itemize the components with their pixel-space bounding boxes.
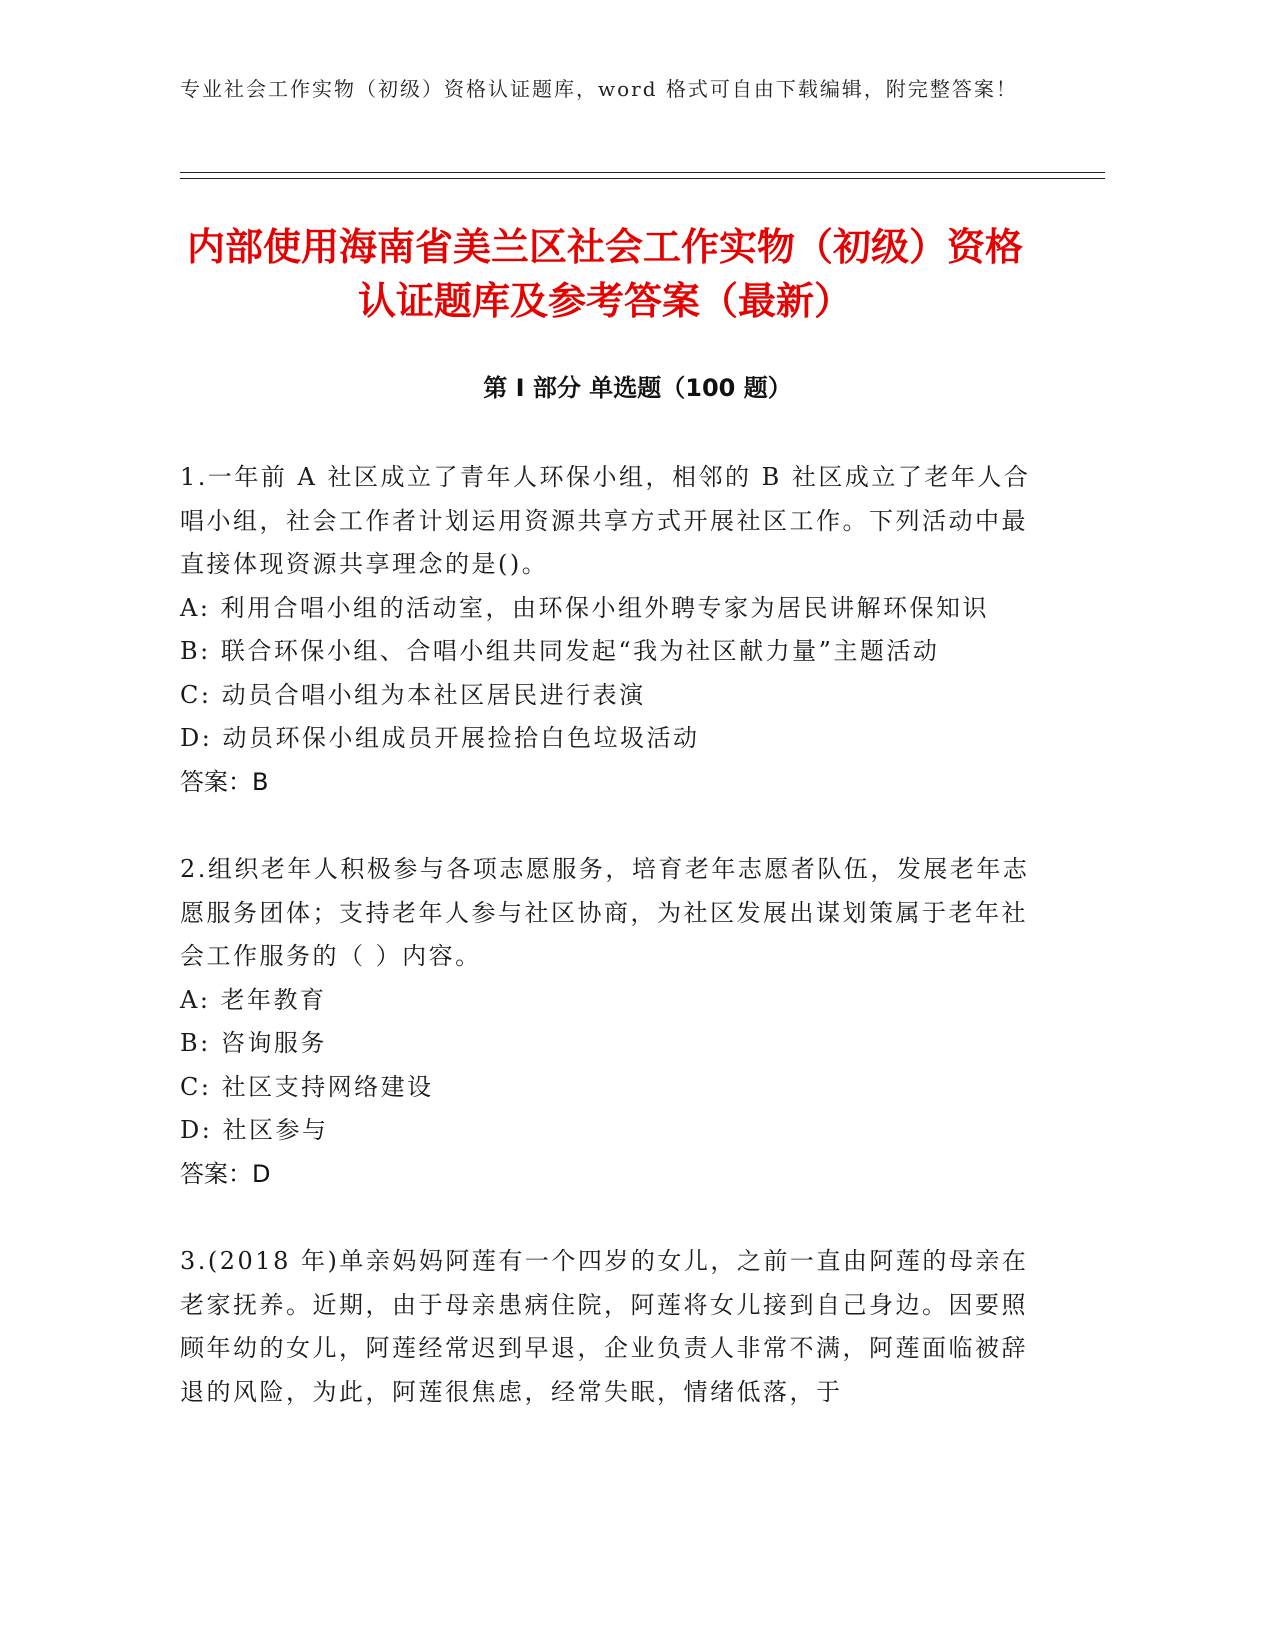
option-d: D: 动员环保小组成员开展捡拾白色垃圾活动 [180,724,700,752]
option-d: D: 社区参与 [180,1116,329,1144]
document-title: 内部使用海南省美兰区社会工作实物（初级）资格认证题库及参考答案（最新） [186,225,1023,323]
header-note: 专业社会工作实物（初级）资格认证题库，word 格式可自由下载编辑，附完整答案！ [180,77,1018,101]
option-c: C: 动员合唱小组为本社区居民进行表演 [180,680,646,709]
header-rule-bottom [180,178,1105,179]
option-a: A: 老年教育 [180,985,327,1014]
option-a: A: 利用合唱小组的活动室，由环保小组外聘专家为居民讲解环保知识 [180,593,990,622]
question-3 [180,1240,1040,1414]
question-2 [180,848,1040,1196]
option-c: C: 社区支持网络建设 [180,1072,434,1101]
answer-label: 答案：D [180,1159,271,1188]
question-stem: 2.组织老年人积极参与各项志愿服务，培育老年志愿者队伍，发展老年志愿服务团体；支持老年人参与社区协商，为社区发展出谋划策属于老年社会工作服务的（ ）内容。 [180,855,1030,970]
header-rule-top [180,172,1105,173]
question-1 [180,456,1040,804]
answer-label: 答案：B [180,767,269,796]
option-b: B: 咨询服务 [180,1029,327,1057]
option-b: B: 联合环保小组、合唱小组共同发起“我为社区献力量”主题活动 [180,637,940,665]
section-heading: 第 I 部分 单选题（100 题） [483,374,792,402]
question-stem: 3.(2018 年)单亲妈妈阿莲有一个四岁的女儿，之前一直由阿莲的母亲在老家抚养。近期，由于母亲患病住院，阿莲将女儿接到自己身边。因要照顾年幼的女儿，阿莲经常迟到早退，企业负责人非常不满，阿莲面临被辞退的风险，为此，阿莲很焦虑，经常失眠，情绪低落，于 [180,1247,1029,1406]
question-list [180,456,1040,1458]
question-stem: 1.一年前 A 社区成立了青年人环保小组，相邻的 B 社区成立了老年人合唱小组，社会工作者计划运用资源共享方式开展社区工作。下列活动中最直接体现资源共享理念的是()。 [180,463,1031,578]
